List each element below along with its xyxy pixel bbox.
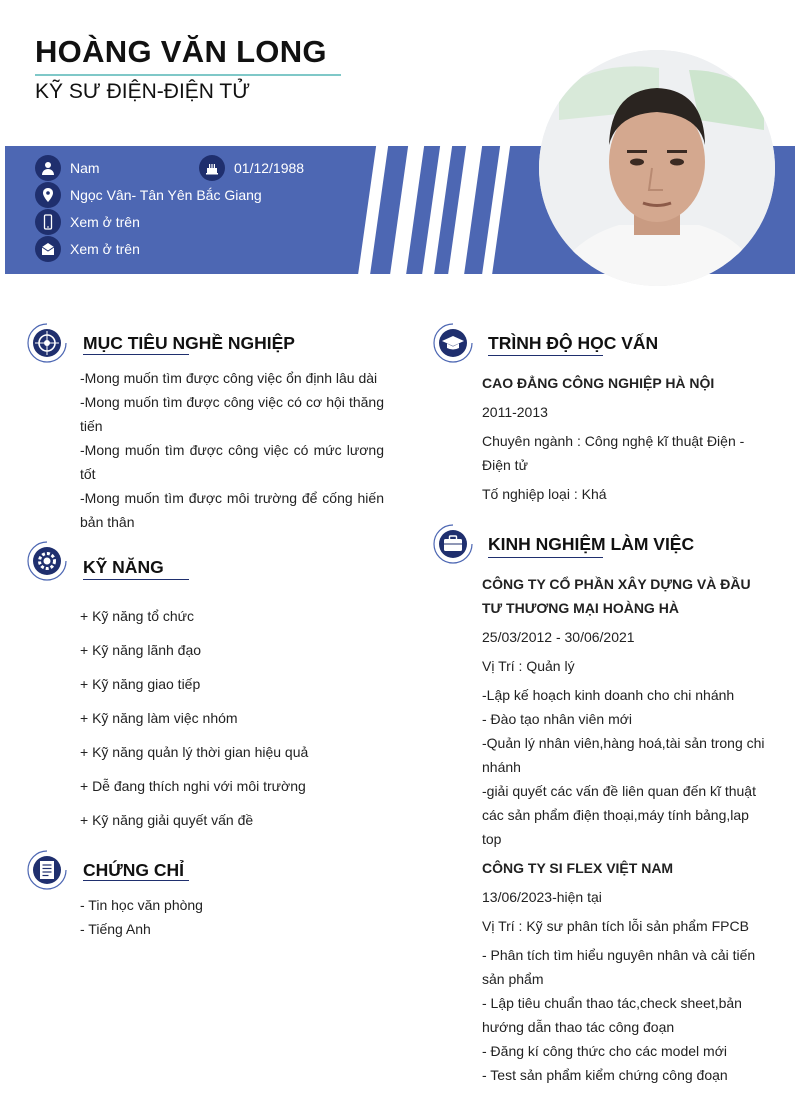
contact-email — [35, 236, 140, 262]
list-item: -Lập kế hoạch kinh doanh cho chi nhánh — [482, 687, 735, 703]
list-item: - Đăng kí công thức cho các model mới — [482, 1043, 727, 1059]
candidate-name: HOÀNG VĂN LONG — [35, 34, 327, 69]
list-item: -Mong muốn tìm được công việc ổn định lâu dài — [80, 370, 378, 386]
list-item: + Kỹ năng tổ chức — [80, 608, 195, 624]
target-icon — [27, 323, 67, 363]
job-company: CÔNG TY CỔ PHẦN XÂY DỰNG VÀ ĐẦU TƯ THƯƠNG MẠI HOÀNG HÀ — [482, 576, 751, 616]
objective-list — [80, 366, 384, 534]
job-title: KỸ SƯ ĐIỆN-ĐIỆN TỬ — [35, 80, 251, 103]
profile-photo — [539, 50, 775, 286]
list-item: -Mong muốn tìm được công việc có cơ hội thăng tiến — [80, 394, 384, 434]
gender-value: Nam — [70, 160, 100, 176]
list-item: -Mong muốn tìm được môi trường để cống hiến bản thân — [80, 490, 384, 530]
education-title-underline — [488, 355, 603, 356]
job-period: 25/03/2012 - 30/06/2021 — [482, 629, 635, 645]
education-title: TRÌNH ĐỘ HỌC VẤN — [488, 333, 659, 353]
skills-title: KỸ NĂNG — [83, 557, 164, 577]
objective-title-underline — [83, 354, 189, 355]
education-years: 2011-2013 — [482, 404, 548, 420]
objective-title: MỤC TIÊU NGHỀ NGHIỆP — [83, 333, 295, 353]
experience-job-1 — [482, 572, 767, 851]
skills-title-underline — [83, 579, 189, 580]
list-item: + Kỹ năng lãnh đạo — [80, 642, 202, 658]
list-item: -giải quyết các vấn đề liên quan đến kĩ thuật các sản phẩm điện thoại,máy tính bảng,lap top — [482, 783, 756, 847]
phone-value: Xem ở trên — [70, 214, 140, 230]
birthday-value: 01/12/1988 — [234, 160, 305, 176]
list-item: - Test sản phẩm kiểm chứng công đoạn — [482, 1067, 728, 1083]
contact-birthday — [199, 155, 304, 181]
education-school: CAO ĐẲNG CÔNG NGHIỆP HÀ NỘI — [482, 375, 715, 391]
experience-title: KINH NGHIỆM LÀM VIỆC — [488, 534, 695, 554]
graduation-cap-icon — [433, 323, 473, 363]
list-item: - Đào tạo nhân viên mới — [482, 711, 633, 727]
education-grade: Tố nghiệp loại : Khá — [482, 486, 607, 502]
list-item: -Mong muốn tìm được công việc có mức lương tốt — [80, 442, 384, 482]
experience-title-underline — [488, 557, 603, 558]
list-item: + Kỹ năng quản lý thời gian hiệu quả — [80, 744, 309, 760]
address-value: Ngọc Vân- Tân Yên Bắc Giang — [70, 187, 262, 203]
list-item: + Kỹ năng giải quyết vấn đề — [80, 812, 254, 828]
document-icon — [27, 850, 67, 890]
education-major: Chuyên ngành : Công nghệ kĩ thuật Điện - Điện tử — [482, 433, 745, 473]
skills-list — [80, 599, 400, 837]
decor-stripe — [480, 146, 511, 274]
job-company: CÔNG TY SI FLEX VIỆT NAM — [482, 860, 674, 876]
list-item: - Tiếng Anh — [80, 921, 151, 937]
job-position: Vị Trí : Kỹ sư phân tích lỗi sản phẩm FPCB — [482, 918, 749, 934]
certificates-list — [80, 893, 380, 941]
list-item: - Tin học văn phòng — [80, 897, 203, 913]
gear-icon — [27, 541, 67, 581]
list-item: - Lập tiêu chuẩn thao tác,check sheet,bản hướng dẫn thao tác công đoạn — [482, 995, 742, 1035]
contact-gender — [35, 155, 100, 181]
list-item: + Kỹ năng giao tiếp — [80, 676, 201, 692]
contact-phone — [35, 209, 140, 235]
list-item: + Kỹ năng làm việc nhóm — [80, 710, 238, 726]
birthday-cake-icon — [199, 155, 225, 181]
person-icon — [35, 155, 61, 181]
job-period: 13/06/2023-hiện tại — [482, 889, 602, 905]
certificates-title-underline — [83, 880, 189, 881]
list-item: - Phân tích tìm hiểu nguyên nhân và cải tiến sản phẩm — [482, 947, 756, 987]
list-item: -Quản lý nhân viên,hàng hoá,tài sản trong chi nhánh — [482, 735, 765, 775]
email-icon — [35, 236, 61, 262]
briefcase-icon — [433, 524, 473, 564]
decor-stripe — [388, 146, 425, 274]
job-position: Vị Trí : Quản lý — [482, 658, 575, 674]
decor-stripe — [420, 146, 453, 274]
list-item: + Dễ đang thích nghi với môi trường — [80, 778, 306, 794]
decor-stripe — [356, 146, 389, 274]
location-pin-icon — [35, 182, 61, 208]
phone-icon — [35, 209, 61, 235]
contact-address — [35, 182, 262, 208]
decor-stripe — [446, 146, 483, 274]
experience-job-2 — [482, 856, 767, 1087]
certificates-title: CHỨNG CHỈ — [83, 860, 185, 880]
email-value: Xem ở trên — [70, 241, 140, 257]
name-underline — [35, 74, 341, 76]
